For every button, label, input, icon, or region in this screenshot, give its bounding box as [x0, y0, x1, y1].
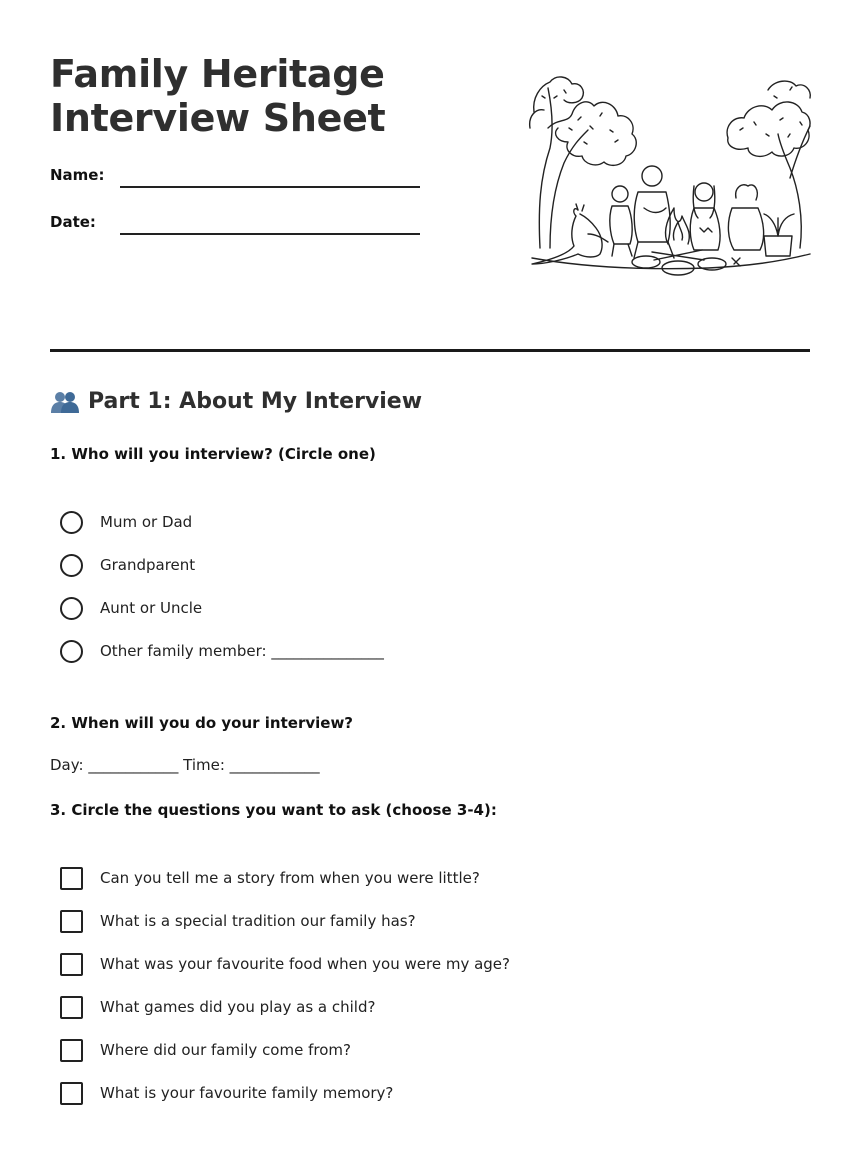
- question-2: 2. When will you do your interview?: [50, 714, 354, 732]
- checkbox-label: What was your favourite food when you were my age?: [100, 955, 510, 973]
- checkbox[interactable]: [60, 996, 83, 1019]
- option-aunt-or-uncle[interactable]: [60, 595, 202, 621]
- name-line[interactable]: [120, 186, 420, 188]
- option-grandparent[interactable]: [60, 552, 195, 578]
- checkbox-label: Can you tell me a story from when you were little?: [100, 869, 480, 887]
- checkbox[interactable]: [60, 1039, 83, 1062]
- date-label: Date:: [50, 213, 96, 231]
- checkbox-label: What is a special tradition our family has?: [100, 912, 416, 930]
- section-divider: [50, 349, 810, 352]
- radio-circle[interactable]: [60, 554, 83, 577]
- checkbox[interactable]: [60, 953, 83, 976]
- section-title: [50, 389, 422, 414]
- section-title-text: Part 1: About My Interview: [88, 389, 423, 414]
- worksheet-page: [50, 0, 810, 1161]
- people-icon: [50, 390, 80, 414]
- checkbox-item[interactable]: [60, 865, 480, 891]
- family-campfire-illustration: [528, 68, 812, 284]
- option-label: Mum or Dad: [100, 513, 193, 531]
- option-other-family-member[interactable]: [60, 638, 384, 664]
- checkbox-item[interactable]: [60, 1080, 393, 1106]
- name-field[interactable]: [50, 166, 420, 196]
- checkbox-label: What games did you play as a child?: [100, 998, 376, 1016]
- question-1: 1. Who will you interview? (Circle one): [50, 445, 376, 463]
- question-3: 3. Circle the questions you want to ask (choose 3-4):: [50, 801, 497, 819]
- page-title: [50, 52, 385, 140]
- date-field[interactable]: [50, 213, 420, 243]
- day-time-line[interactable]: Day: ____________ Time: ____________: [50, 756, 320, 774]
- checkbox-item[interactable]: [60, 1037, 351, 1063]
- checkbox-item[interactable]: [60, 994, 375, 1020]
- option-label: Grandparent: [100, 556, 196, 574]
- checkbox-item[interactable]: [60, 908, 416, 934]
- radio-circle[interactable]: [60, 511, 83, 534]
- checkbox[interactable]: [60, 1082, 83, 1105]
- name-label: Name:: [50, 166, 105, 184]
- checkbox-label: Where did our family come from?: [100, 1041, 351, 1059]
- title-line-1: Family Heritage: [50, 52, 385, 96]
- option-label: Aunt or Uncle: [100, 599, 203, 617]
- checkbox-label: What is your favourite family memory?: [100, 1084, 394, 1102]
- checkbox[interactable]: [60, 910, 83, 933]
- checkbox-item[interactable]: [60, 951, 510, 977]
- date-line[interactable]: [120, 233, 420, 235]
- title-line-2: Interview Sheet: [50, 96, 386, 140]
- radio-circle[interactable]: [60, 597, 83, 620]
- option-mum-or-dad[interactable]: [60, 509, 192, 535]
- option-label: Other family member: _______________: [100, 642, 384, 660]
- checkbox[interactable]: [60, 867, 83, 890]
- radio-circle[interactable]: [60, 640, 83, 663]
